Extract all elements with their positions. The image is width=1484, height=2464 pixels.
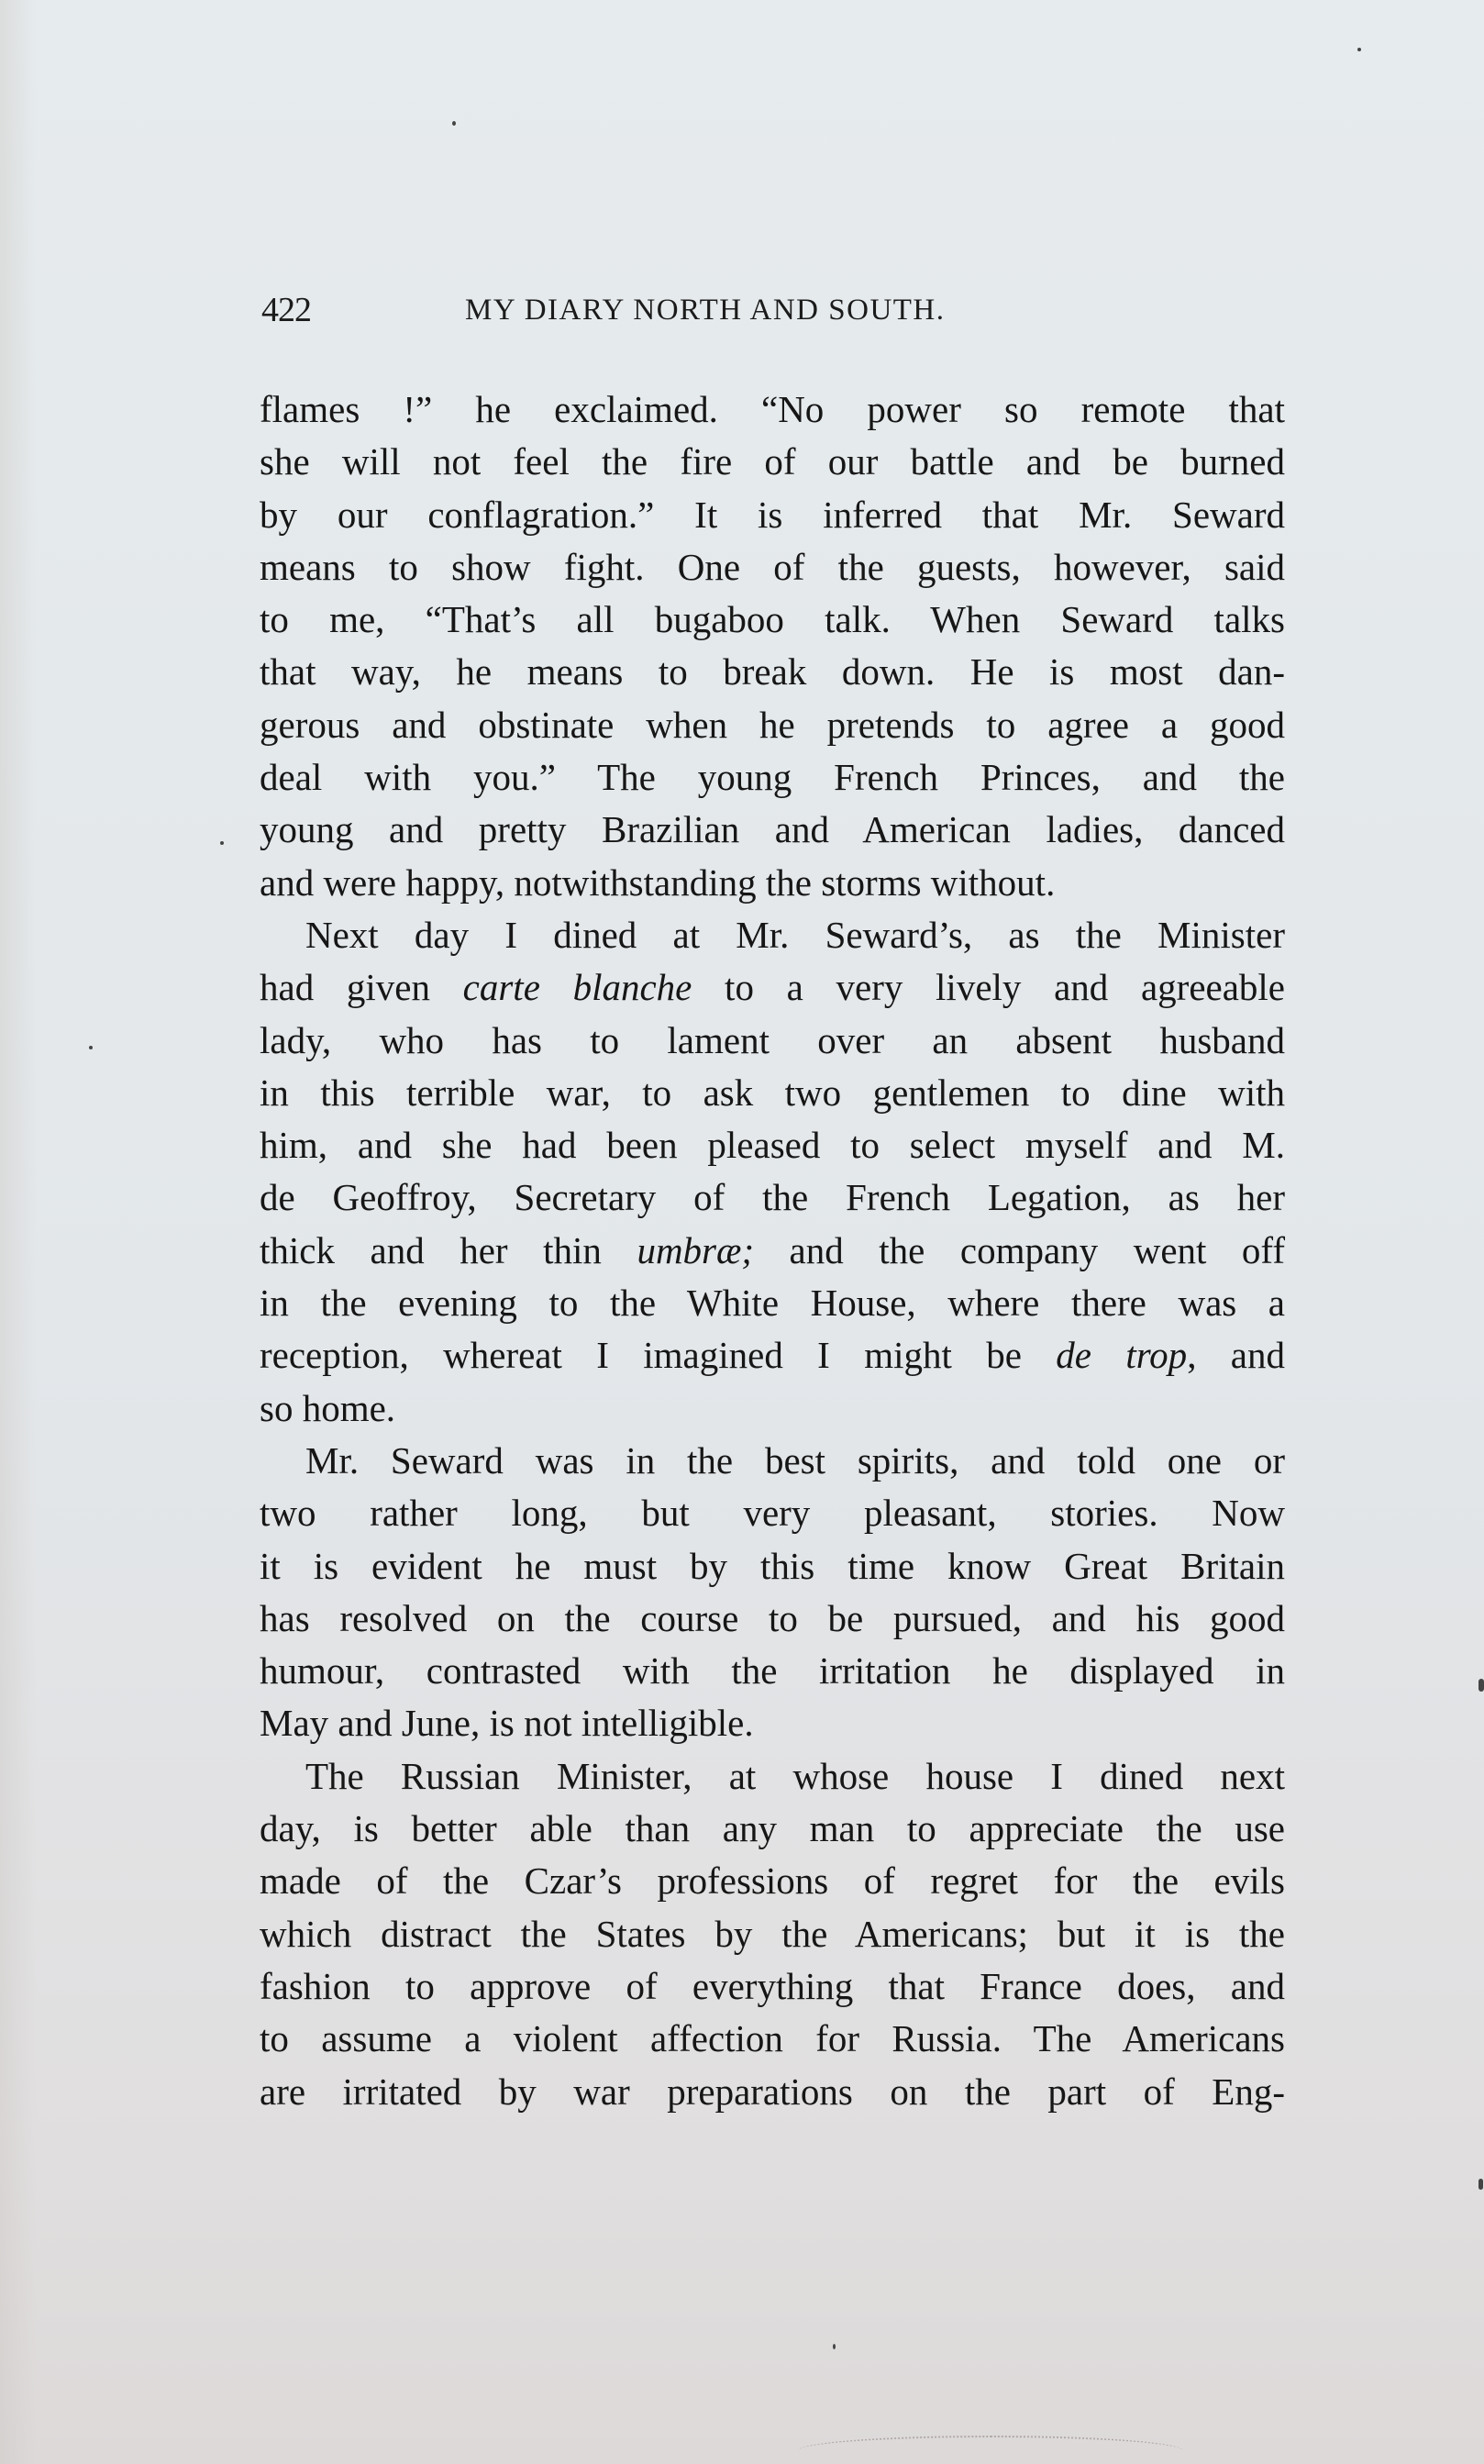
paper-speck bbox=[220, 841, 224, 845]
text-line: Mr. Seward was in the best spirits, and told one or bbox=[305, 1438, 1285, 1482]
text-line: in the evening to the White House, where there was a bbox=[260, 1282, 1285, 1325]
text-line: in this terrible war, to ask two gentlemen to dine with bbox=[260, 1071, 1285, 1114]
text-line: by our conflagration.” It is inferred that Mr. Seward bbox=[260, 493, 1285, 536]
text-line: made of the Czar’s professions of regret for the evils bbox=[260, 1859, 1285, 1903]
paper-speck bbox=[1357, 48, 1361, 51]
text-line: him, and she had been pleased to select myself and M. bbox=[260, 1124, 1285, 1167]
text-run: to a very lively and agreeable bbox=[692, 966, 1286, 1009]
page-crease bbox=[798, 2436, 1183, 2464]
text-run: and the company went off bbox=[754, 1228, 1286, 1271]
body-text bbox=[260, 383, 1285, 2118]
text-line: humour, contrasted with the irritation he displayed in bbox=[260, 1649, 1285, 1693]
text-line: to me, “That’s all bugaboo talk. When Seward talks bbox=[260, 598, 1285, 641]
text-line: two rather long, but very pleasant, stories. Now bbox=[260, 1492, 1285, 1535]
text-line: she will not feel the fire of our battle and be burned bbox=[260, 440, 1285, 483]
text-line: The Russian Minister, at whose house I dined next bbox=[305, 1754, 1285, 1797]
paper-speck bbox=[89, 1046, 93, 1049]
text-line bbox=[260, 1225, 1285, 1277]
text-line: and were happy, notwithstanding the storms without. bbox=[260, 860, 1056, 904]
italic-phrase: de trop bbox=[1056, 1334, 1188, 1377]
text-line: so home. bbox=[260, 1386, 396, 1429]
text-run: reception, whereat I imagined I might be bbox=[260, 1334, 1057, 1377]
text-line: it is evident he must by this time know Great Britain bbox=[260, 1544, 1285, 1587]
text-run: thick and her thin bbox=[260, 1228, 637, 1271]
text-line: that way, he means to break down. He is most dan- bbox=[260, 650, 1285, 694]
text-line: gerous and obstinate when he pretends to agree a good bbox=[260, 703, 1285, 746]
text-run: had given bbox=[260, 966, 463, 1009]
paper-speck bbox=[1478, 1679, 1484, 1692]
text-line: to assume a violent affection for Russia. The Americans bbox=[260, 2017, 1285, 2060]
text-line: May and June, is not intelligible. bbox=[260, 1702, 754, 1745]
text-line: which distract the States by the Americans; but it is the bbox=[260, 1912, 1285, 1955]
italic-phrase: carte blanche bbox=[462, 966, 692, 1009]
text-line: are irritated by war preparations on the part of Eng- bbox=[260, 2070, 1285, 2113]
text-line: young and pretty Brazilian and American ladies, danced bbox=[260, 808, 1285, 851]
text-line: flames !” he exclaimed. “No power so remote that bbox=[260, 388, 1285, 430]
text-line: Next day I dined at Mr. Seward’s, as the Minister bbox=[305, 913, 1285, 956]
running-title: MY DIARY NORTH AND SOUTH. bbox=[465, 294, 946, 327]
text-line: deal with you.” The young French Princes, and the bbox=[260, 756, 1285, 799]
text-line: has resolved on the course to be pursued, and his good bbox=[260, 1596, 1285, 1639]
italic-phrase: umbræ; bbox=[637, 1228, 755, 1271]
page-number: 422 bbox=[261, 291, 311, 329]
text-line: day, is better able than any man to appreciate the use bbox=[260, 1807, 1285, 1850]
text-run: , and bbox=[1187, 1334, 1285, 1377]
text-line: means to show fight. One of the guests, however, said bbox=[260, 545, 1285, 588]
text-line: lady, who has to lament over an absent husband bbox=[260, 1018, 1285, 1061]
paper-speck bbox=[1478, 2179, 1483, 2190]
text-line: fashion to approve of everything that France does, and bbox=[260, 1964, 1285, 2007]
page-edge-shadow bbox=[0, 0, 37, 2464]
page-header bbox=[261, 290, 1289, 336]
text-line bbox=[260, 961, 1285, 1014]
text-line bbox=[260, 1329, 1285, 1382]
text-line: de Geoffroy, Secretary of the French Legation, as her bbox=[260, 1176, 1285, 1219]
paper-speck bbox=[452, 121, 456, 126]
paper-speck bbox=[833, 2344, 836, 2349]
